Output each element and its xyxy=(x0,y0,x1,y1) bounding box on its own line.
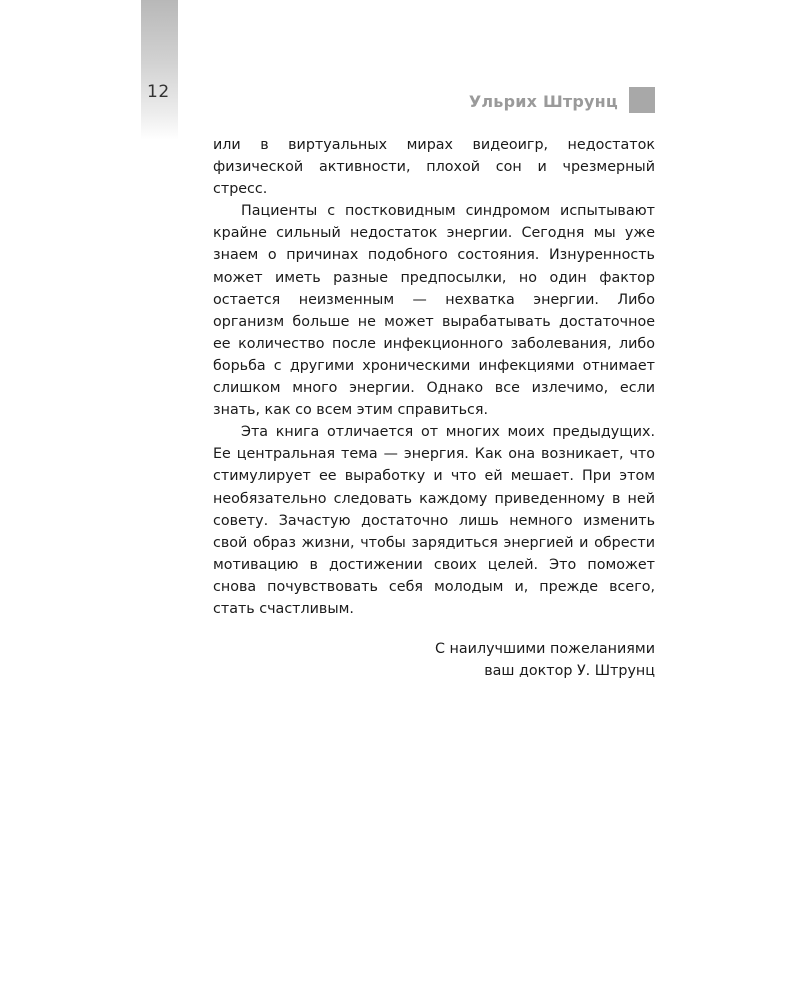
signature-author: ваш доктор У. Штрунц xyxy=(484,663,655,680)
page-number: 12 xyxy=(147,82,170,102)
paragraph-book-theme: Эта книга отличается от многих моих предыдущих. Ее центральная тема — энергия. Как она возникает, что стимулирует ее выработку и что ей мешает. При этом необязательно следовать каждому приведенному в ней совету. Зачастую достаточно лишь немного изменить свой образ жизни, чтобы зарядиться энергией и обрести мотивацию в достижении своих целей. Это поможет снова почувствовать себя молодым и, прежде всего, стать счастливым. xyxy=(213,424,655,617)
signature xyxy=(213,638,655,682)
signature-greeting: С наилучшими пожеланиями xyxy=(435,641,655,658)
body-text xyxy=(213,134,655,682)
paragraph-continuation: или в виртуальных мирах видеоигр, недостаток физической активности, плохой сон и чрезмерный стресс. xyxy=(213,137,655,198)
paragraph-post-covid: Пациенты с постковидным синдромом испытывают крайне сильный недостаток энергии. Сегодня мы уже знаем о причинах подобного состояния. Изнуренность может иметь разные предпосылки, но один фактор остается неизменным — нехватка энергии. Либо организм больше не может вырабатывать достаточное ее количество после инфекционного заболевания, либо борьба с другими хроническими инфекциями отнимает слишком много энергии. Однако все излечимо, если знать, как со всем этим справиться. xyxy=(213,203,655,419)
running-header xyxy=(469,89,655,113)
page-edge-tab xyxy=(141,0,178,140)
header-square-mark xyxy=(629,87,655,113)
running-header-author: Ульрих Штрунц xyxy=(468,91,618,111)
